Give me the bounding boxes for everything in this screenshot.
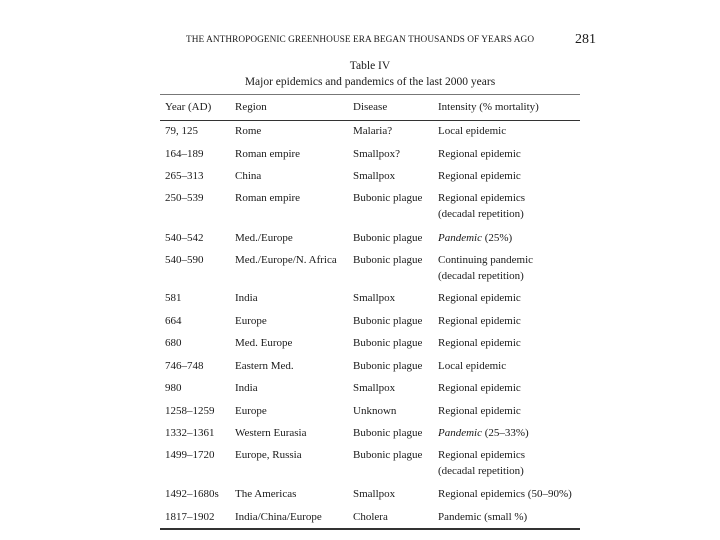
table-top-rule	[160, 94, 580, 95]
cell-disease: Bubonic plague	[353, 360, 423, 372]
table-row	[165, 509, 580, 527]
cell-region: Eastern Med.	[235, 360, 294, 372]
cell-year: 1499–1720	[165, 449, 215, 461]
cell-intensity	[438, 123, 506, 139]
cell-region: Western Eurasia	[235, 427, 307, 439]
cell-year: 664	[165, 315, 182, 327]
intensity-line2: (decadal repetition)	[438, 465, 524, 477]
cell-intensity	[438, 380, 521, 396]
cell-intensity	[438, 335, 521, 351]
cell-disease: Bubonic plague	[353, 337, 423, 349]
table-header-row	[165, 99, 580, 117]
table-row	[165, 252, 580, 282]
cell-year: 265–313	[165, 170, 204, 182]
intensity-line1	[438, 315, 521, 327]
intensity-line1	[438, 488, 572, 500]
table-row	[165, 358, 580, 376]
cell-year: 1332–1361	[165, 427, 215, 439]
intensity-line1	[438, 254, 533, 266]
cell-year: 250–539	[165, 192, 204, 204]
intensity-text: (25–33%)	[481, 427, 529, 439]
intensity-line1	[438, 360, 506, 372]
cell-intensity	[438, 447, 525, 479]
intensity-line1	[438, 382, 521, 394]
cell-disease: Smallpox	[353, 488, 396, 500]
table-row	[165, 486, 580, 504]
cell-region: India	[235, 292, 258, 304]
table-row	[165, 190, 580, 220]
running-title: THE ANTHROPOGENIC GREENHOUSE ERA BEGAN THOUSANDS OF YEARS AGO	[186, 35, 535, 45]
cell-year: 1492–1680s	[165, 488, 219, 500]
cell-year: 164–189	[165, 148, 204, 160]
cell-year: 680	[165, 337, 182, 349]
intensity-text: Local epidemic	[438, 125, 507, 137]
cell-intensity	[438, 290, 521, 306]
table-row	[165, 335, 580, 353]
intensity-italic: Pandemic	[438, 427, 482, 439]
table-row	[165, 168, 580, 186]
cell-disease: Unknown	[353, 405, 397, 417]
table-row	[165, 380, 580, 398]
intensity-text: Regional epidemic	[438, 405, 521, 417]
header-region: Region	[235, 101, 267, 113]
table-row	[165, 313, 580, 331]
cell-region: India/China/Europe	[235, 511, 322, 523]
cell-year: 1817–1902	[165, 511, 215, 523]
intensity-text: Local epidemic	[438, 360, 507, 372]
cell-intensity	[438, 252, 533, 284]
intensity-line1	[438, 125, 506, 137]
cell-disease: Smallpox	[353, 292, 396, 304]
intensity-line1	[438, 449, 525, 461]
intensity-line1	[438, 427, 529, 439]
table-header-rule	[160, 120, 580, 121]
table-caption: Major epidemics and pandemics of the last 2000 years	[244, 76, 496, 88]
intensity-line1	[438, 232, 512, 244]
table-row	[165, 290, 580, 308]
intensity-line1	[438, 292, 521, 304]
cell-intensity	[438, 403, 521, 419]
cell-intensity	[438, 486, 572, 502]
cell-disease: Smallpox?	[353, 148, 401, 160]
cell-year: 79, 125	[165, 125, 198, 137]
cell-year: 1258–1259	[165, 405, 215, 417]
intensity-text: Regional epidemic	[438, 337, 521, 349]
table-label: Table IV	[349, 60, 391, 72]
running-head	[186, 33, 596, 49]
page-number: 281	[575, 32, 596, 47]
cell-disease: Smallpox	[353, 170, 396, 182]
cell-region: Europe	[235, 315, 267, 327]
cell-disease: Bubonic plague	[353, 254, 423, 266]
intensity-text: Regional epidemic	[438, 292, 521, 304]
table-row	[165, 447, 580, 477]
intensity-text: (25%)	[481, 232, 513, 244]
intensity-italic: Pandemic	[438, 232, 482, 244]
header-year: Year (AD)	[165, 101, 212, 113]
cell-intensity	[438, 358, 506, 374]
cell-region: Med./Europe/N. Africa	[235, 254, 337, 266]
intensity-text: Regional epidemics	[438, 449, 526, 461]
table-row	[165, 146, 580, 164]
cell-region: Europe, Russia	[235, 449, 302, 461]
cell-disease: Cholera	[353, 511, 388, 523]
intensity-line2: (decadal repetition)	[438, 270, 524, 282]
cell-year: 746–748	[165, 360, 204, 372]
cell-region: Rome	[235, 125, 262, 137]
cell-disease: Bubonic plague	[353, 232, 423, 244]
intensity-text: Regional epidemics	[438, 192, 526, 204]
header-intensity: Intensity (% mortality)	[438, 101, 539, 113]
intensity-line2: (decadal repetition)	[438, 208, 524, 220]
cell-disease: Bubonic plague	[353, 427, 423, 439]
intensity-text: Regional epidemics (50–90%)	[438, 488, 572, 500]
cell-year: 540–542	[165, 232, 204, 244]
cell-disease: Bubonic plague	[353, 315, 423, 327]
table-row	[165, 425, 580, 443]
cell-disease: Smallpox	[353, 382, 396, 394]
cell-year: 980	[165, 382, 182, 394]
table-bottom-rule	[160, 528, 580, 530]
intensity-line1	[438, 337, 521, 349]
table-row	[165, 230, 580, 248]
cell-intensity	[438, 425, 529, 441]
intensity-text: Regional epidemic	[438, 315, 521, 327]
intensity-line1	[438, 170, 521, 182]
cell-disease: Bubonic plague	[353, 192, 423, 204]
cell-region: Med./Europe	[235, 232, 293, 244]
cell-region: China	[235, 170, 262, 182]
cell-intensity	[438, 509, 527, 525]
intensity-line1	[438, 405, 521, 417]
cell-region: Roman empire	[235, 192, 301, 204]
intensity-line1	[438, 511, 527, 523]
intensity-text: Regional epidemic	[438, 170, 521, 182]
cell-region: Med. Europe	[235, 337, 293, 349]
cell-region: The Americas	[235, 488, 297, 500]
intensity-text: Regional epidemic	[438, 382, 521, 394]
intensity-text: Continuing pandemic	[438, 254, 534, 266]
cell-region: Europe	[235, 405, 267, 417]
cell-disease: Bubonic plague	[353, 449, 423, 461]
intensity-line1	[438, 148, 521, 160]
cell-intensity	[438, 190, 525, 222]
table-row	[165, 403, 580, 421]
cell-year: 540–590	[165, 254, 204, 266]
intensity-line1	[438, 192, 525, 204]
cell-disease: Malaria?	[353, 125, 393, 137]
intensity-text: Regional epidemic	[438, 148, 521, 160]
cell-year: 581	[165, 292, 182, 304]
cell-intensity	[438, 146, 521, 162]
header-disease: Disease	[353, 101, 388, 113]
cell-region: India	[235, 382, 258, 394]
cell-region: Roman empire	[235, 148, 301, 160]
table-row	[165, 123, 580, 141]
intensity-text: Pandemic (small %)	[438, 511, 528, 523]
cell-intensity	[438, 313, 521, 329]
cell-intensity	[438, 230, 512, 246]
cell-intensity	[438, 168, 521, 184]
